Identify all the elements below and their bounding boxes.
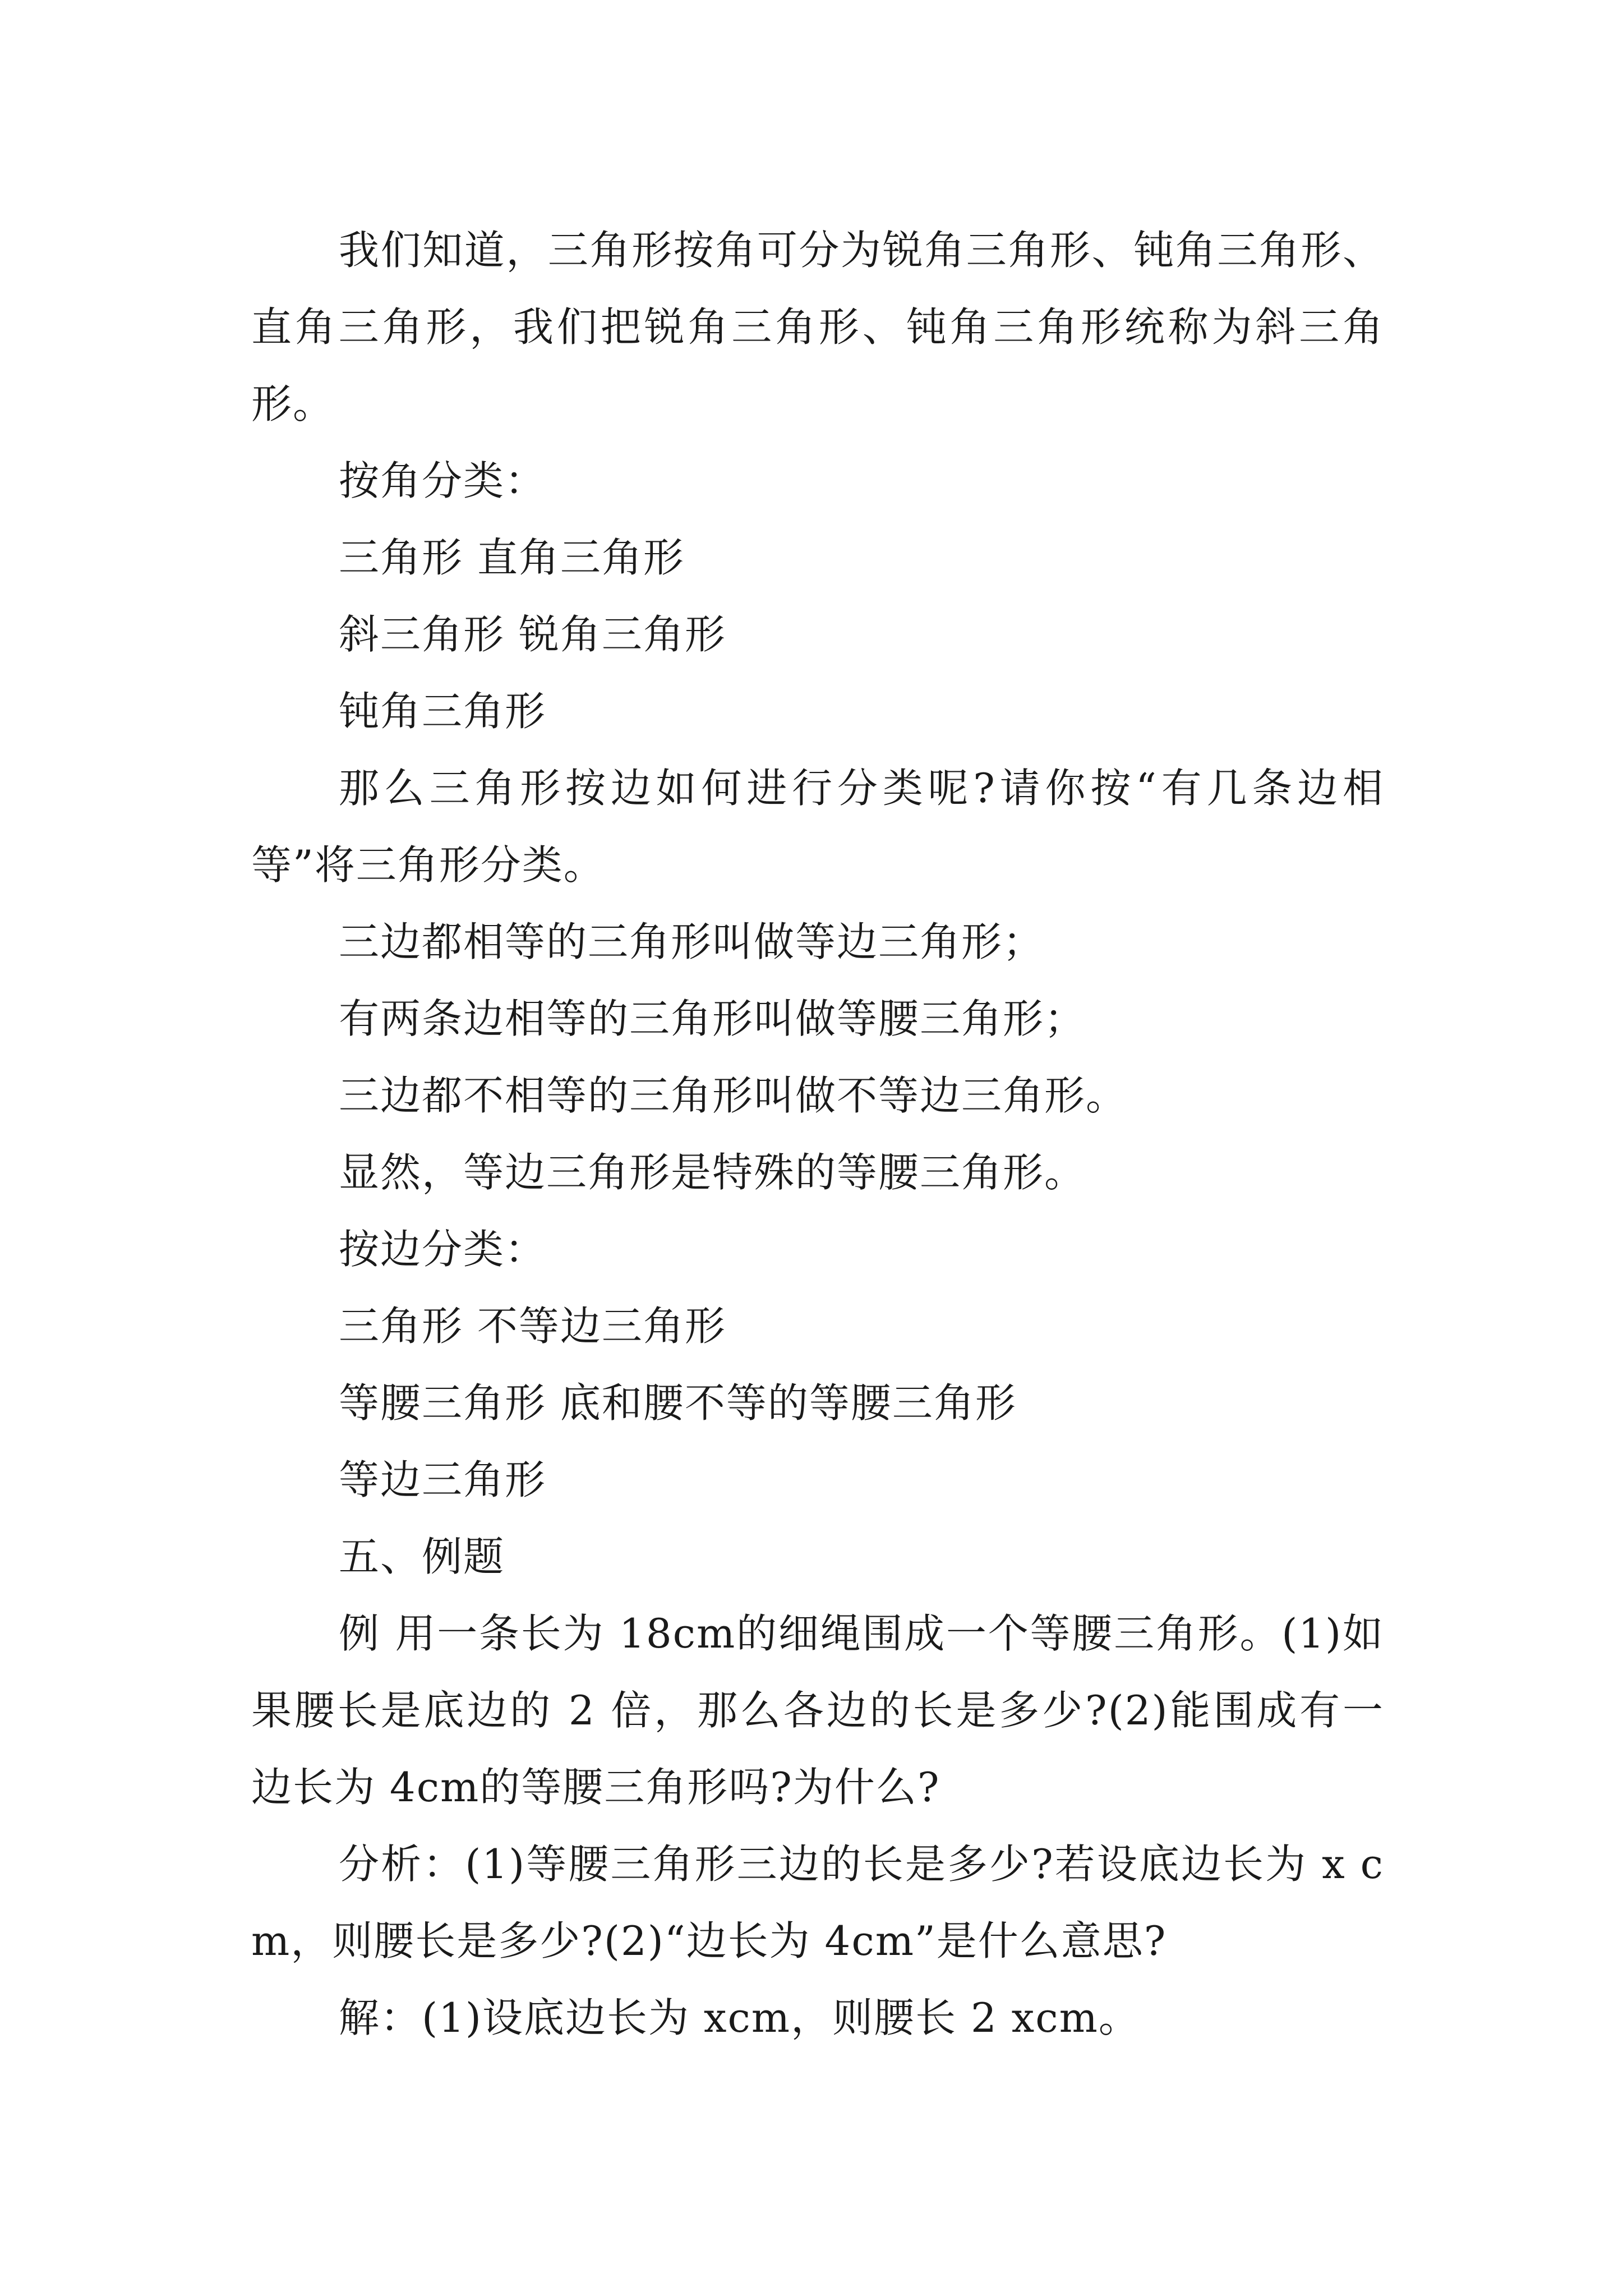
outline-line: 钝角三角形	[339, 688, 547, 735]
example-analysis: 分析：(1)等腰三角形三边的长是多少?若设底边长为 x cm，则腰长是多少?(2)“边长为 4cm”是什么意思?	[251, 1841, 1384, 1964]
definition-scalene: 三边都不相等的三角形叫做不等边三角形。	[339, 1072, 1128, 1119]
document-body	[251, 212, 1384, 2056]
outline-line: 等边三角形	[339, 1456, 547, 1503]
heading-classify-by-side: 按边分类：	[339, 1226, 547, 1273]
example-problem: 例 用一条长为 18cm的细绳围成一个等腰三角形。(1)如果腰长是底边的 2 倍，那么各边的长是多少?(2)能围成有一边长为 4cm的等腰三角形吗?为什么?	[251, 1610, 1384, 1811]
heading-classify-by-angle: 按角分类：	[339, 457, 547, 504]
paragraph-observation: 显然，等边三角形是特殊的等腰三角形。	[339, 1149, 1086, 1196]
outline-line: 三角形 不等边三角形	[339, 1303, 726, 1350]
outline-line: 斜三角形 锐角三角形	[339, 611, 726, 658]
paragraph-side-classification-question: 那么三角形按边如何进行分类呢?请你按“有几条边相等”将三角形分类。	[251, 765, 1384, 889]
outline-line: 等腰三角形 底和腰不等的等腰三角形	[339, 1379, 1017, 1427]
example-solution: 解：(1)设底边长为 xcm，则腰长 2 xcm。	[339, 1994, 1140, 2041]
paragraph-angle-classification-intro: 我们知道，三角形按角可分为锐角三角形、钝角三角形、直角三角形，我们把锐角三角形、钝角三角形统称为斜三角形。	[251, 227, 1384, 427]
definition-isosceles: 有两条边相等的三角形叫做等腰三角形；	[339, 995, 1086, 1042]
section-heading-examples: 五、例题	[339, 1533, 505, 1580]
definition-equilateral: 三边都相等的三角形叫做等边三角形；	[339, 918, 1045, 965]
outline-line: 三角形 直角三角形	[339, 534, 685, 581]
